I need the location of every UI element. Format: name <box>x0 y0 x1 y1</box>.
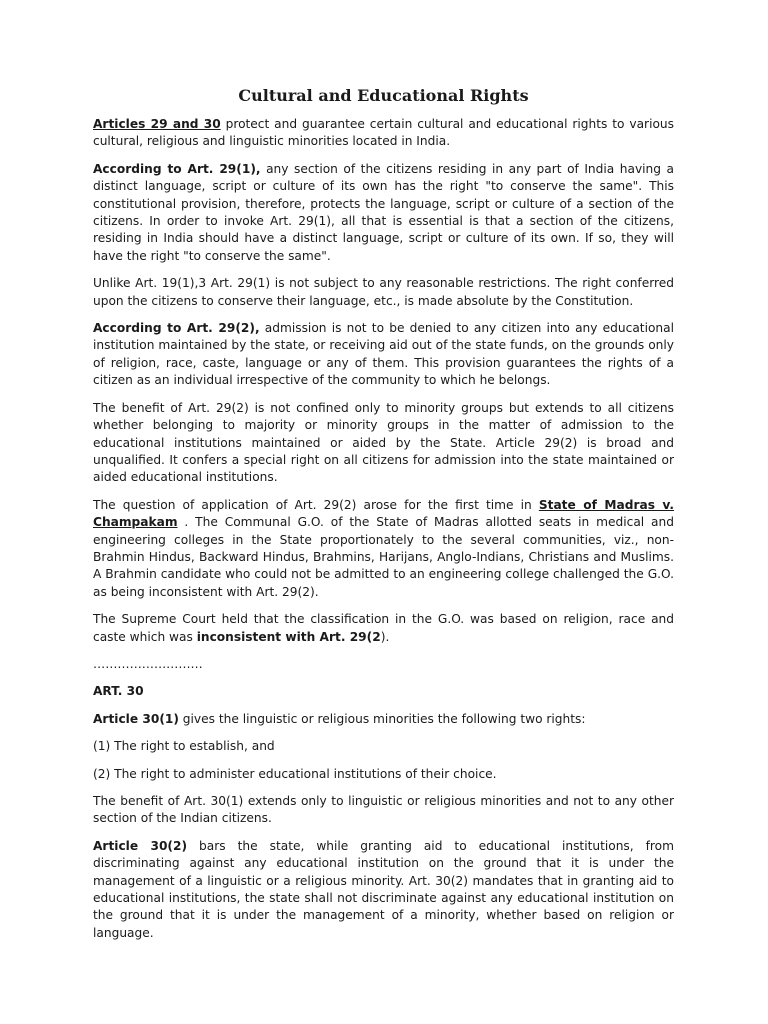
paragraph-text: The question of application of Art. 29(2) arose for the first time in <box>93 497 539 512</box>
champakam-case-link[interactable]: State of Madras v. Champakam <box>93 497 675 530</box>
paragraph-text: ). <box>380 629 390 644</box>
paragraph-champakam-case <box>93 497 674 601</box>
paragraph-text: admission is not to be denied to any citizen into any educational institution maintained by the state, or receiving aid out of the state funds, on the grounds only of religion, race, caste, language or any of them. This provision guarantees the rights of a citizen as an individual irrespective of the community to which he belongs. <box>93 321 674 388</box>
document-title: Cultural and Educational Rights <box>238 86 529 105</box>
heading-art-30 <box>93 683 674 700</box>
document-page <box>93 86 674 952</box>
paragraph-benefit-29-2: The benefit of Art. 29(2) is not confined only to minority groups but extends to all citizens whether belonging to majority or minority groups in the matter of admission to the educational institutions maintained or aided by the State. Article 29(2) is broad and unqualified. It confers a special right on all citizens for admission into the state maintained or aided educational institutions. <box>93 400 674 485</box>
list-item-right-administer: (2) The right to administer educational institutions of their choice. <box>93 766 497 781</box>
paragraph-text: bars the state, while granting aid to educational institutions, from discriminating against any educational institution on the ground that it is under the management of a linguistic or a religious minority. Art. 30(2) mandates that in granting aid to educational institutions, the state shall not discriminate against any educational institution on the ground that it is under the management of a minority, whether based on religion or language. <box>93 838 675 940</box>
paragraph-art-29-2 <box>93 320 674 390</box>
paragraph-art-29-1 <box>93 161 674 265</box>
paragraph-text: protect and guarantee certain cultural and educational rights to various cultural, religious and linguistic minorities located in India. <box>93 117 674 149</box>
paragraph-lead: According to Art. 29(1), <box>93 161 261 176</box>
paragraph-text: gives the linguistic or religious minorities the following two rights: <box>178 711 586 726</box>
articles-29-30-link[interactable]: Articles 29 and 30 <box>93 117 221 131</box>
paragraph-lead: Article 30(2) <box>93 838 188 853</box>
paragraph-supreme-court <box>93 611 674 646</box>
paragraph-text: The Supreme Court held that the classification in the G.O. was based on religion, race and caste which was <box>93 612 674 644</box>
paragraph-art-30-2 <box>93 838 674 942</box>
paragraph-text: . The Communal G.O. of the State of Madras allotted seats in medical and engineering colleges in the State proportionately to the several communities, viz., non-Brahmin Hindus, Backward Hindus, Brahmins, Harijans, Anglo-Indians, Christians and Muslims. A Brahmin candidate who could not be admitted to an engineering college challenged the G.O. as being inconsistent with Art. 29(2). <box>93 515 674 599</box>
heading-text: ART. 30 <box>93 684 144 699</box>
paragraph-articles-intro <box>93 116 674 151</box>
paragraph-unlike-art-19: Unlike Art. 19(1),3 Art. 29(1) is not subject to any reasonable restrictions. The right conferred upon the citizens to conserve their language, etc., is made absolute by the Constitution. <box>93 276 674 308</box>
separator-dots: ……………………… <box>93 656 203 671</box>
paragraph-benefit-30-1: The benefit of Art. 30(1) extends only to linguistic or religious minorities and not to any other section of the Indian citizens. <box>93 794 674 826</box>
inconsistent-phrase: inconsistent with Art. 29(2 <box>196 629 381 644</box>
paragraph-art-30-1 <box>93 711 674 728</box>
list-item-right-establish: (1) The right to establish, and <box>93 739 275 754</box>
paragraph-lead: Article 30(1) <box>93 711 179 726</box>
paragraph-lead: According to Art. 29(2), <box>93 321 260 336</box>
paragraph-text: any section of the citizens residing in any part of India having a distinct language, script or culture of its own has the right "to conserve the same". This constitutional provision, therefore, protects the language, script or culture of a section of the citizens. In order to invoke Art. 29(1), all that is essential is that a section of the citizens, residing in India should have a distinct language, script or culture of its own. If so, they will have the right "to conserve the same". <box>93 161 675 263</box>
